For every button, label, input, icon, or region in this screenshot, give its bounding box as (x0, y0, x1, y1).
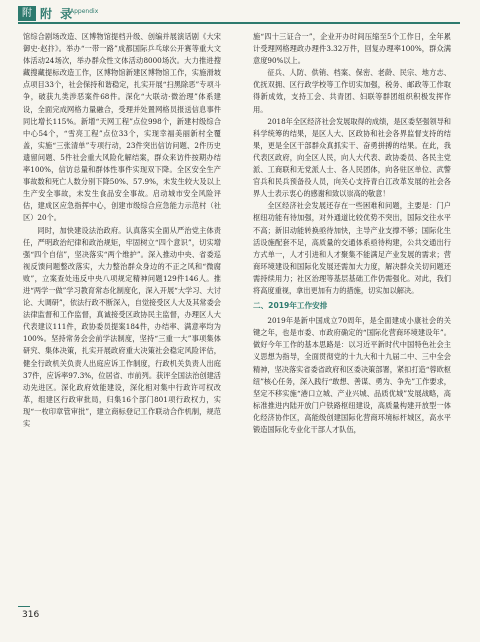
footer-rule (18, 606, 30, 607)
left-paragraph-2: 同时，加快建设法治政府。认真落实全面从严治党主体责任，严明政治纪律和政治规矩，牢固树立“四个意识”，切实增强“四个自信”，坚决落实“两个维护”。深入推动中央、省委巡视反馈问题整改落实，大力整治群众身边的不正之风和“微腐败”，立案查处违反中央八项规定精神问题129件146人。推进“两学一做”学习教育常态化制度化，深入开展“大学习、大讨论、大调研”，依法行政不断深入，自觉接受区人大及其常委会法律监督和工作监督，真诚接受区政协民主监督，办理区人大代表建议111件，政协委员提案184件，办结率、满意率均为100%。坚持常务会会前学法制度，坚持“三重一大”事项集体研究、集体决策，扎实开展政府重大决策社会稳定风险评估，健全行政机关负责人出庭应诉工作制度，行政机关负责人出庭37件，应诉率97.3%，位居省、市前列。获评全国法治创建活动先进区。深化政府效能建设，深化相对集中行政许可权改革，组建区行政审批局，归集16个部门801项行政权力，实现“一枚印章管审批”，建立商标登记工作联动合作机制，规范实 (23, 225, 221, 428)
right-paragraph-2: 征兵、人防、供销、档案、保密、老龄、民宗、地方志、优抚双拥、区行政学校等工作切实加强，税务、邮政等工作取得新成效，支持工会、共青团、妇联等群团组织积极发挥作用。 (253, 68, 451, 114)
right-column (253, 31, 451, 436)
right-paragraph-3: 2018年全区经济社会发展取得的成绩，是区委坚强领导和科学统筹的结果，是区人大、区政协和社会各界监督支持的结果，更是全区干部群众真抓实干、奋勇拼搏的结果。在此，我代表区政府，向全区人民，向人大代表、政协委员、各民主党派、工商联和无党派人士、各人民团体，向各驻区单位、武警官兵和民兵预备役人员，向关心支持青白江改革发展的社会各界人士表示衷心的感谢和致以崇高的敬意！ (253, 116, 451, 199)
section-heading: 二、2019年工作安排 (253, 301, 328, 311)
right-paragraph-5: 2019年是新中国成立70周年，是全面建成小康社会的关键之年，也是市委、市政府确定的“国际化营商环境建设年”。做好今年工作的基本思路是：以习近平新时代中国特色社会主义思想为指导，全面贯彻党的十九大和十九届二中、三中全会精神，坚决落实省委省政府和区委决策部署，紧扣打造“蓉欧枢纽”核心任务，深入践行“敢想、善谋、勇为、争先”工作要求，坚定不移实施“港口立城、产业兴城、品质优城”发展战略，高标准推进内陆开放门户铁路枢纽建设，高质量构建开放型一体化经济协作区，高能级创建国际化营商环境标杆城区，高水平锻造国际化专业化干部人才队伍， (253, 316, 451, 434)
header-subtitle: Appendix (70, 8, 99, 15)
page-number: 316 (22, 610, 40, 620)
right-paragraph-1: 施“四十三证合一”，企业开办时间压缩至5个工作日，全年累计受理网格理政办理件3.32万件，回复办理率100%，群众满意度90%以上。 (253, 32, 451, 66)
right-paragraph-4: 全区经济社会发展还存在一些困难和问题，主要是：门户枢纽功能有待加强，对外通道比较优势不突出，国际交往水平不高；新旧动能转换亟待加快，主导产业支撑不够；国际化生活设施配套不足，高质量的交通体系亟待构建，公共交通出行方式单一，人才引进和人才聚集不能满足产业发展的需求；营商环境建设和国际化发展还需加大力度，解决群众关切问题还需持续用力；社区治理等基层基础工作仍需强化。对此，我们将高度重视，拿出更加有力的措施，切实加以解决。 (253, 201, 451, 295)
left-column (23, 31, 221, 430)
header-title: 附 录 (40, 7, 75, 21)
running-header (0, 0, 480, 26)
left-paragraph-1: 馆综合剧场改造、区博物馆提档升级、创编并展演话剧《大宋御史·赵抃》。举办“一带一路”成都国际乒乓球公开赛等重大文体活动24场次，举办群众性文体活动8000场次。大力推进搜藏搜藏提标改造工作，区博物馆新建区博物馆工作，实施滑坡点项目33个，社会保持和谐稳定，扎实开展“扫黑除恶”专项斗争，破获九类涉恶案件68件。深化“大联动·微治理”体系建设，全面完成网格力量融合，受理并处置网格员报送信息事件同比增长115%。新增“天网工程”点位998个，新建村级综合中心54个，“雪亮工程”点位33个，实现幸福美丽新村全覆盖，实施“三张清单”专项行动，23件突出信访问题、2件历史遗留问题、5件社会重大风险化解结案，群众来访件按期办结率100%，信访总量和群体性事件实现双下降。全区安全生产事故数和死亡人数分别下降50%、57.9%，未发生较大及以上生产安全事故，未发生食品安全事故。启动城市安全风险评估，建成区应急指挥中心，创建市级综合应急能力示范村（社区）20个。 (23, 32, 221, 223)
header-rule (18, 22, 460, 24)
appendix-badge: 附 (18, 6, 36, 21)
